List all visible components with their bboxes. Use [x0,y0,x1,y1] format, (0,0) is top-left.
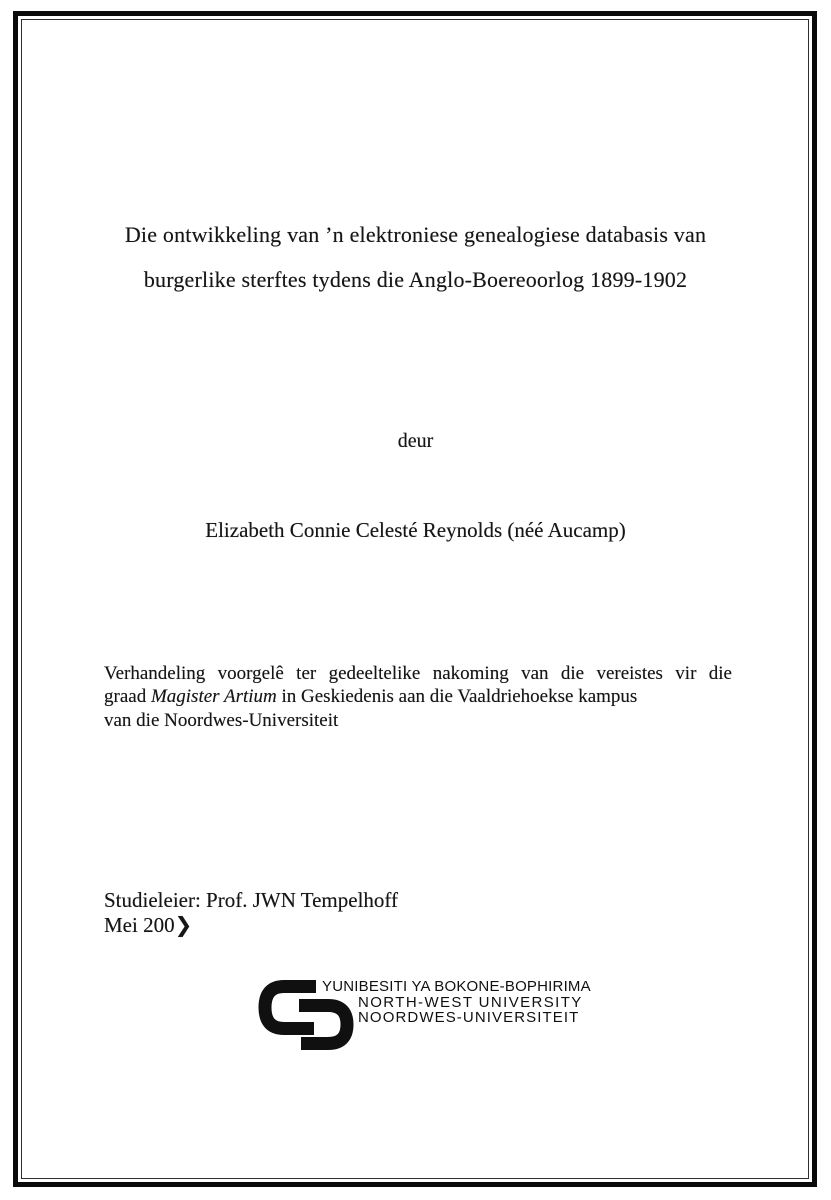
degree-statement [104,662,732,732]
author-name: Elizabeth Connie Celesté Reynolds (néé Aucamp) [205,518,626,542]
degree-statement-line2 [104,685,732,708]
degree-name-italic: Magister Artium [150,686,277,708]
degree-statement-line1: Verhandeling voorgelê ter gedeeltelike nakoming van die vereistes vir die [104,663,732,684]
degree-statement-line2-pre: graad [104,686,151,708]
university-logo-line-setswana: YUNIBESITI YA BOKONE-BOPHIRIMA [322,978,591,995]
university-logo-line-english: NORTH-WEST UNIVERSITY [358,993,583,1011]
degree-statement-line3: van die Noordwes-Universiteit [104,709,339,731]
date-line: Mei 200❯ [104,913,193,937]
university-logo-text [322,979,591,1026]
university-logo-line-afrikaans: NOORDWES-UNIVERSITEIT [358,1009,580,1026]
degree-statement-line2-post: in Geskiedenis aan die Vaaldriehoekse kampus [276,686,638,708]
thesis-title-line1: Die ontwikkeling van ’n elektroniese genealogiese databasis van [124,222,707,247]
thesis-title-line2: burgerlike sterftes tydens die Anglo-Boereoorlog 1899-1902 [143,267,688,292]
supervisor-line: Studieleier: Prof. JWN Tempelhoff [104,888,399,912]
thesis-title [0,212,831,302]
byline-label: deur [397,430,434,452]
